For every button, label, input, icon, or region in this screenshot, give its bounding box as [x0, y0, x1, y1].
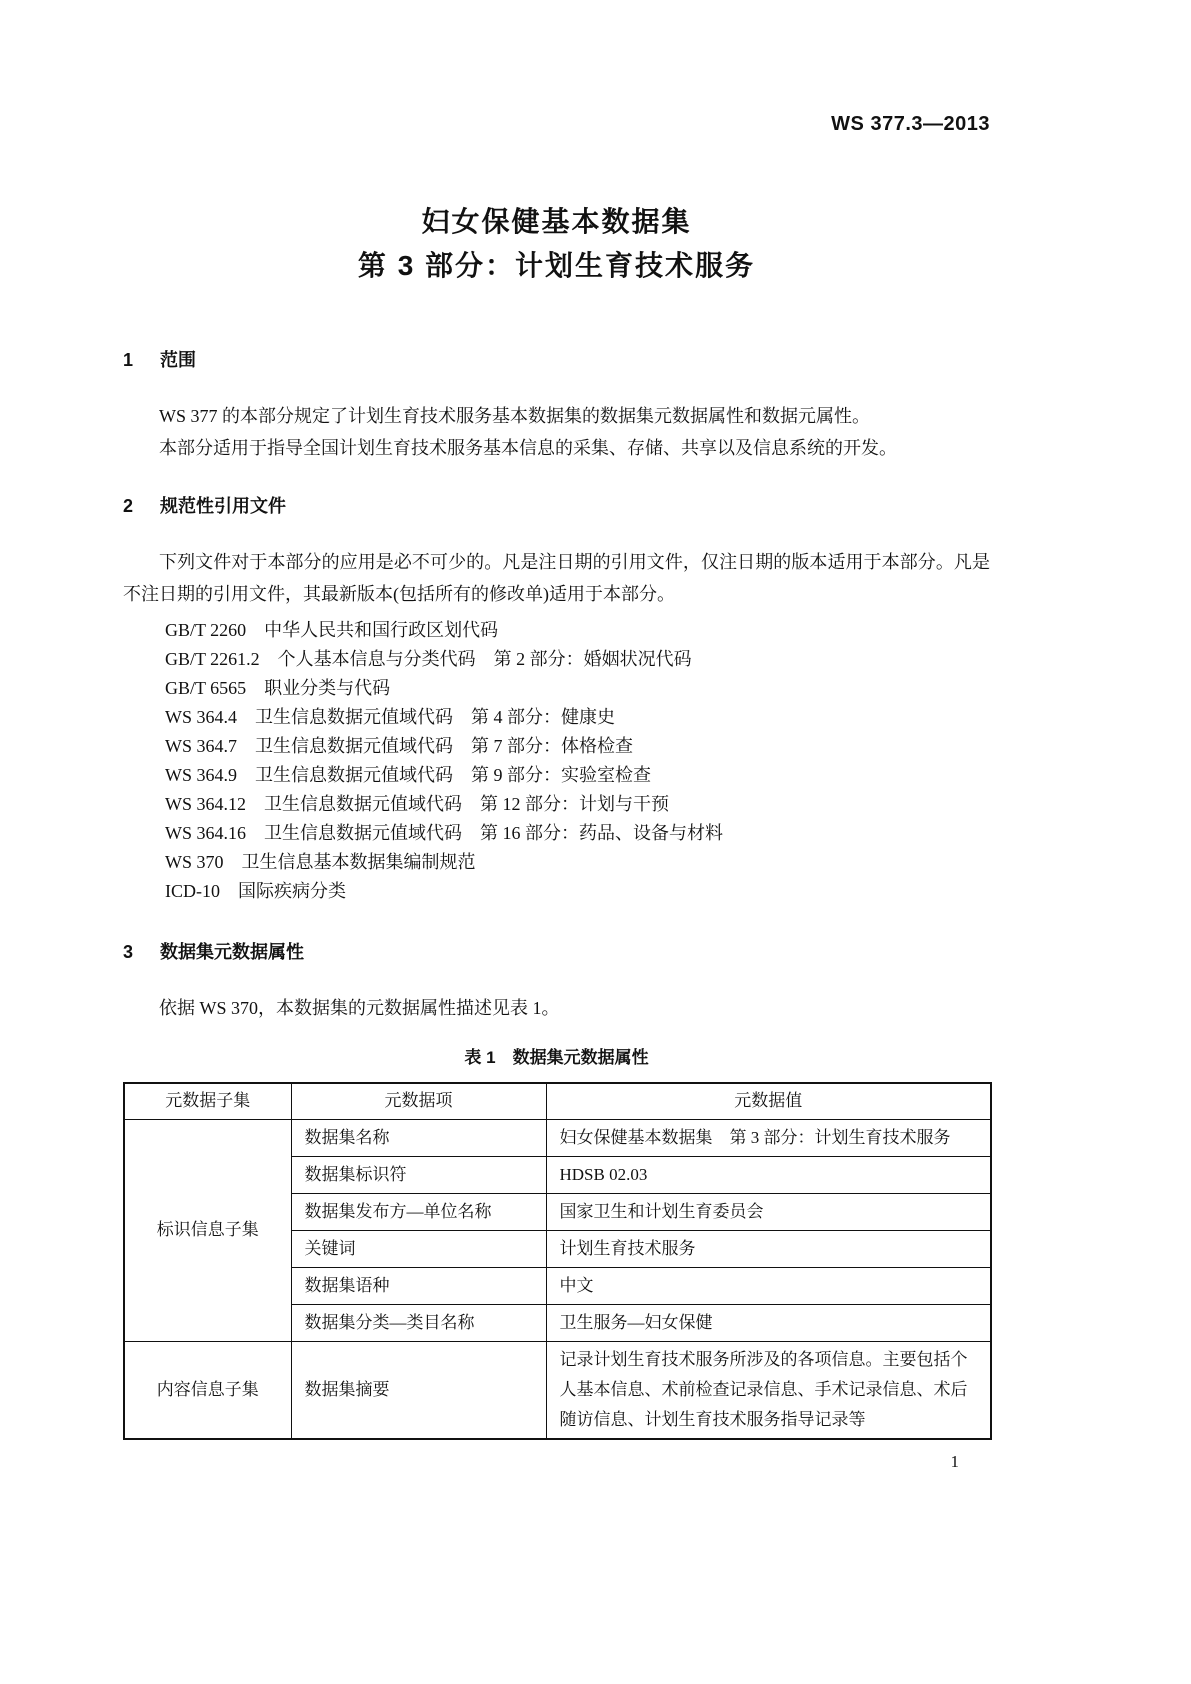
- table-row: [124, 1341, 991, 1439]
- metadata-item-cell: 数据集标识符: [291, 1156, 546, 1193]
- metadata-value-cell: 卫生服务—妇女保健: [546, 1304, 991, 1341]
- metadata-item-cell: 关键词: [291, 1230, 546, 1267]
- table-caption: 表 1 数据集元数据属性: [464, 1048, 649, 1067]
- reference-item: WS 364.16 卫生信息数据元值域代码 第 16 部分：药品、设备与材料: [165, 823, 723, 843]
- paragraph: 本部分适用于指导全国计划生育技术服务基本信息的采集、存储、共享以及信息系统的开发。: [159, 438, 897, 458]
- metadata-value-cell: HDSB 02.03: [546, 1156, 991, 1193]
- section-3-title: 数据集元数据属性: [160, 942, 305, 962]
- table-header-row: [124, 1083, 991, 1119]
- metadata-value-cell: 计划生育技术服务: [546, 1230, 991, 1267]
- document-title: [123, 200, 990, 288]
- section-3-body: [123, 992, 990, 1024]
- metadata-item-cell: 数据集分类—类目名称: [291, 1304, 546, 1341]
- subset-cell-identification: 标识信息子集: [124, 1119, 291, 1341]
- paragraph: 下列文件对于本部分的应用是必不可少的。凡是注日期的引用文件，仅注日期的版本适用于本部分。凡是不注日期的引用文件，其最新版本(包括所有的修改单)适用于本部分。: [123, 552, 990, 604]
- reference-item: GB/T 2260 中华人民共和国行政区划代码: [165, 620, 499, 640]
- metadata-item-cell: 数据集摘要: [291, 1341, 546, 1439]
- reference-item: ICD-10 国际疾病分类: [165, 881, 346, 901]
- section-1-title: 范围: [160, 350, 197, 370]
- section-1-number: 1: [123, 350, 134, 370]
- column-header-item: 元数据项: [291, 1083, 546, 1119]
- reference-item: WS 364.7 卫生信息数据元值域代码 第 7 部分：体格检查: [165, 736, 633, 756]
- metadata-table: [123, 1082, 992, 1440]
- section-3-heading: [123, 940, 990, 964]
- reference-item: GB/T 2261.2 个人基本信息与分类代码 第 2 部分：婚姻状况代码: [165, 649, 692, 669]
- section-2-title: 规范性引用文件: [160, 496, 287, 516]
- column-header-value: 元数据值: [546, 1083, 991, 1119]
- section-1-body: [123, 400, 990, 464]
- metadata-item-cell: 数据集名称: [291, 1119, 546, 1156]
- section-1-heading: [123, 348, 990, 372]
- subset-cell-content: 内容信息子集: [124, 1341, 291, 1439]
- column-header-subset: 元数据子集: [124, 1083, 291, 1119]
- paragraph: 依据 WS 370，本数据集的元数据属性描述见表 1。: [159, 998, 560, 1018]
- reference-item: WS 370 卫生信息基本数据集编制规范: [165, 852, 476, 872]
- reference-item: GB/T 6565 职业分类与代码: [165, 678, 391, 698]
- section-2-number: 2: [123, 496, 134, 516]
- section-2-heading: [123, 494, 990, 518]
- document-code: WS 377.3—2013: [831, 113, 990, 135]
- paragraph: WS 377 的本部分规定了计划生育技术服务基本数据集的数据集元数据属性和数据元属性。: [159, 406, 870, 426]
- document-title-line2: 第 3 部分：计划生育技术服务: [357, 250, 756, 281]
- table-row: [124, 1119, 991, 1156]
- metadata-item-cell: 数据集发布方—单位名称: [291, 1193, 546, 1230]
- reference-list: [123, 616, 990, 906]
- metadata-item-cell: 数据集语种: [291, 1267, 546, 1304]
- reference-item: WS 364.4 卫生信息数据元值域代码 第 4 部分：健康史: [165, 707, 615, 727]
- reference-item: WS 364.12 卫生信息数据元值域代码 第 12 部分：计划与干预: [165, 794, 669, 814]
- section-3-number: 3: [123, 942, 134, 962]
- document-title-line1: 妇女保健基本数据集: [421, 206, 692, 237]
- page-number: 1: [950, 1452, 959, 1471]
- section-2-body: [123, 546, 990, 610]
- metadata-value-cell: 国家卫生和计划生育委员会: [546, 1193, 991, 1230]
- metadata-value-cell: 中文: [546, 1267, 991, 1304]
- metadata-value-cell: 记录计划生育技术服务所涉及的各项信息。主要包括个人基本信息、术前检查记录信息、手术记录信息、术后随访信息、计划生育技术服务指导记录等: [546, 1341, 991, 1439]
- reference-item: WS 364.9 卫生信息数据元值域代码 第 9 部分：实验室检查: [165, 765, 651, 785]
- metadata-value-cell: 妇女保健基本数据集 第 3 部分：计划生育技术服务: [546, 1119, 991, 1156]
